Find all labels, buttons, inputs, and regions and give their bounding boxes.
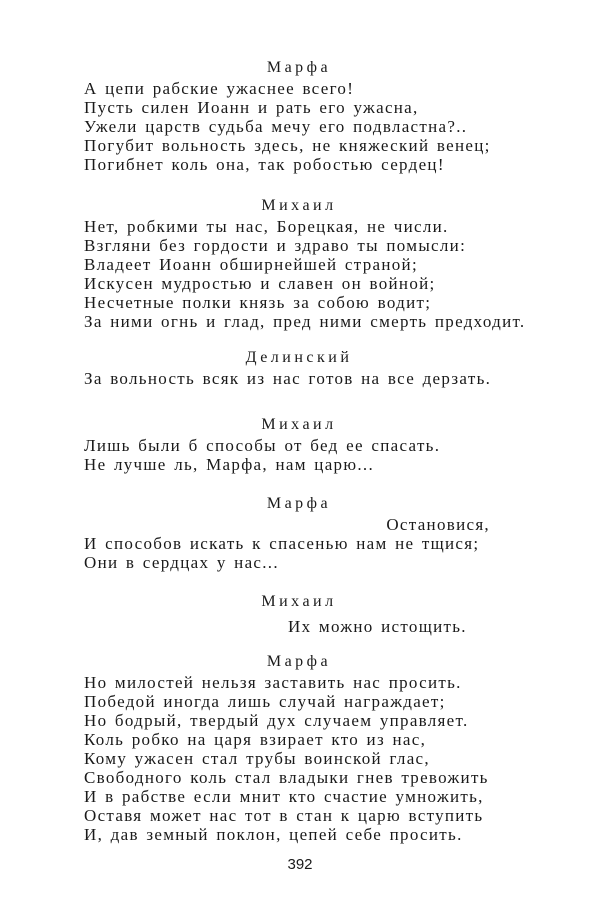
verse-line: Победой иногда лишь случай награждает; [84,692,446,711]
speaker-name: Марфа [266,59,332,76]
speaker-name: Марфа [266,653,332,670]
verse-line: Остановися, [386,515,490,534]
verse-line: Кому ужасен стал трубы воинской глас, [84,749,430,768]
verse-line: Лишь были б способы от бед ее спасать. [84,436,441,455]
speech-marfa-1 [84,57,524,174]
verse-line: Погубит вольность здесь, не княжеский венец; [84,136,491,155]
verse-line: Пусть силен Иоанн и рать его ужасна, [84,98,419,117]
speech-mikhail-2 [84,414,524,474]
verse-line: За ними огнь и глад, пред ними смерть предходит. [84,312,526,331]
speech-mikhail-1 [84,195,524,331]
verse-line: Искусен мудростью и славен он войной; [84,274,436,293]
verse-line: Не лучше ль, Марфа, нам царю... [84,455,374,474]
verse-line: И в рабстве если мнит кто счастие умножить, [84,787,484,806]
verse-line: Нет, робкими ты нас, Борецкая, не числи. [84,217,449,236]
verse-line: Коль робко на царя взирает кто из нас, [84,730,427,749]
speaker-name: Михаил [261,593,337,610]
verse-line: Взгляни без гордости и здраво ты помысли: [84,236,467,255]
speech-delinsky [84,347,524,388]
verse-line: Но бодрый, твердый дух случаем управляет. [84,711,469,730]
verse-line: Они в сердцах у нас... [84,553,279,572]
verse-line: И, дав земный поклон, цепей себе просить. [84,825,463,844]
speaker-name: Делинский [245,349,353,366]
verse-line: Их можно истощить. [288,617,467,636]
verse-line: А цепи рабские ужаснее всего! [84,79,355,98]
speech-mikhail-3 [84,591,524,636]
speech-marfa-2 [84,493,524,572]
verse-line: Свободного коль стал владыки гнев тревожить [84,768,489,787]
verse-line: Погибнет коль она, так робостью сердец! [84,155,445,174]
verse-line: Владеет Иоанн обширнейшей страной; [84,255,418,274]
verse-line: Но милостей нельзя заставить нас просить. [84,673,462,692]
verse-line: И способов искать к спасенью нам не тщися; [84,534,480,553]
verse-line: Несчетные полки князь за собою водит; [84,293,432,312]
page-number: 392 [287,856,313,873]
speech-marfa-3 [84,651,524,844]
verse-line: Ужели царств судьба мечу его подвластна?.. [84,117,468,136]
speaker-name: Михаил [261,197,337,214]
speaker-name: Марфа [266,495,332,512]
verse-line: За вольность всяк из нас готов на все дерзать. [84,369,492,388]
speaker-name: Михаил [261,416,337,433]
verse-line: Оставя может нас тот в стан к царю вступить [84,806,484,825]
